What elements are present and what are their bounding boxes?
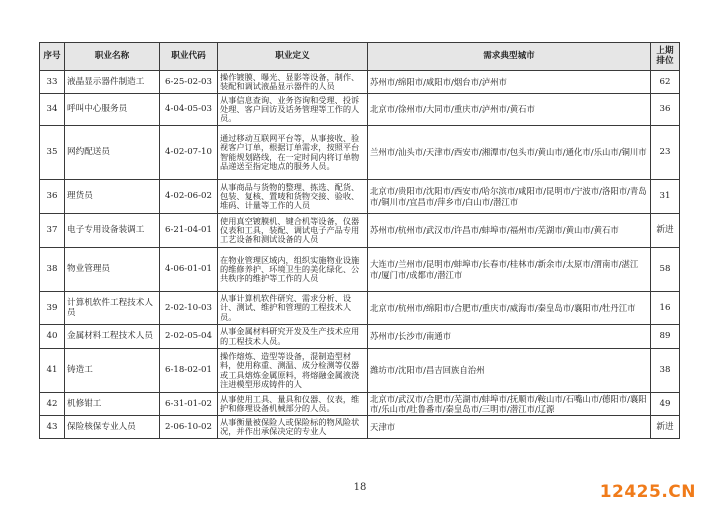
cell-definition: 从事衡量被保险人或保险标的物风险状况，并作出承保决定的专业人 [218, 416, 368, 439]
cell-name: 电子专用设备装调工 [65, 214, 160, 248]
cell-name: 物业管理员 [65, 248, 160, 292]
cell-cities: 北京市/贵阳市/沈阳市/西安市/哈尔滨市/咸阳市/昆明市/宁波市/洛阳市/青岛市/铜川市/宜昌市/萍乡市/白山市/潜江市 [368, 180, 651, 214]
cell-cities: 兰州市/汕头市/天津市/西安市/湘潭市/包头市/黄山市/通化市/乐山市/铜川市 [368, 126, 651, 180]
cell-cities: 苏州市/杭州市/武汉市/许昌市/蚌埠市/福州市/芜湖市/黄山市/黄石市 [368, 214, 651, 248]
cell-code: 2-06-10-02 [160, 416, 218, 439]
cell-name: 液晶显示器件制造工 [65, 71, 160, 94]
cell-name: 呼叫中心服务员 [65, 94, 160, 126]
cell-rank: 23 [651, 126, 680, 180]
table-row [40, 94, 680, 126]
cell-cities: 北京市/杭州市/绵阳市/合肥市/重庆市/威海市/秦皇岛市/襄阳市/牡丹江市 [368, 292, 651, 325]
cell-no: 43 [40, 416, 65, 439]
cell-cities: 北京市/徐州市/大同市/重庆市/泸州市/黄石市 [368, 94, 651, 126]
cell-rank: 36 [651, 94, 680, 126]
cell-definition: 从事使用工具、量具和仪器、仪表，维护和修理设备机械部分的人员。 [218, 393, 368, 416]
cell-code: 6-31-01-02 [160, 393, 218, 416]
cell-cities: 天津市 [368, 416, 651, 439]
cell-definition: 操作熔炼、造型等设备，混制造型材料，使用称重、测温、成分检测等仪器或工具熔炼金属原料，将熔融金属液浇注进模型形成铸件的人 [218, 349, 368, 393]
cell-rank: 16 [651, 292, 680, 325]
cell-no: 39 [40, 292, 65, 325]
table-row [40, 126, 680, 180]
cell-code: 6-18-02-01 [160, 349, 218, 393]
cell-code: 2-02-05-04 [160, 325, 218, 349]
cell-name: 保险核保专业人员 [65, 416, 160, 439]
cell-no: 33 [40, 71, 65, 94]
cell-no: 40 [40, 325, 65, 349]
table-row [40, 325, 680, 349]
cell-code: 2-02-10-03 [160, 292, 218, 325]
cell-name: 机修钳工 [65, 393, 160, 416]
cell-code: 4-06-01-01 [160, 248, 218, 292]
table-row [40, 349, 680, 393]
cell-no: 36 [40, 180, 65, 214]
cell-definition: 从事计算机软件研究、需求分析、设计、测试、维护和管理的工程技术人员。 [218, 292, 368, 325]
header-cities: 需求典型城市 [368, 43, 651, 71]
cell-definition: 在物业管理区域内，组织实施物业设施的维修养护、环境卫生的美化绿化、公共秩序的维护等工作的人员 [218, 248, 368, 292]
cell-rank: 31 [651, 180, 680, 214]
cell-cities: 大连市/兰州市/昆明市/蚌埠市/长春市/桂林市/新余市/太原市/渭南市/湛江市/厦门市/成都市/潜江市 [368, 248, 651, 292]
cell-rank: 58 [651, 248, 680, 292]
header-code: 职业代码 [160, 43, 218, 71]
cell-rank: 62 [651, 71, 680, 94]
cell-definition: 通过移动互联网平台等，从事接收、验视客户订单，根据订单需求，按照平台智能规划路线，在一定时间内将订单物品递送至指定地点的服务人员。 [218, 126, 368, 180]
cell-definition: 从事信息查询、业务咨询和受理、投诉处理、客户回访及话务管理等工作的人员。 [218, 94, 368, 126]
cell-cities: 北京市/武汉市/合肥市/芜湖市/蚌埠市/抚顺市/鞍山市/石嘴山市/德阳市/襄阳市/乐山市/吐鲁番市/秦皇岛市/三明市/潜江市/辽源 [368, 393, 651, 416]
cell-rank: 89 [651, 325, 680, 349]
cell-code: 4-04-05-03 [160, 94, 218, 126]
cell-no: 38 [40, 248, 65, 292]
cell-definition: 使用真空镀膜机、键合机等设备，仪器仪表和工具，装配、调试电子产品专用工艺设备和测试设备的人员 [218, 214, 368, 248]
cell-name: 金属材料工程技术人员 [65, 325, 160, 349]
page-number: 18 [353, 482, 367, 493]
table-row [40, 71, 680, 94]
cell-code: 4-02-07-10 [160, 126, 218, 180]
table-row [40, 292, 680, 325]
table-header-row [40, 43, 680, 71]
header-definition: 职业定义 [218, 43, 368, 71]
cell-no: 41 [40, 349, 65, 393]
cell-no: 42 [40, 393, 65, 416]
cell-definition: 从事商品与货物的整理、拣选、配货、包装、复核、置唛和货物交接、验收、堆码、计量等工作的人员 [218, 180, 368, 214]
cell-no: 35 [40, 126, 65, 180]
cell-name: 理货员 [65, 180, 160, 214]
cell-code: 6-25-02-03 [160, 71, 218, 94]
cell-name: 网约配送员 [65, 126, 160, 180]
cell-rank: 新进 [651, 214, 680, 248]
cell-code: 6-21-04-01 [160, 214, 218, 248]
cell-rank: 49 [651, 393, 680, 416]
cell-cities: 苏州市/长沙市/南通市 [368, 325, 651, 349]
cell-cities: 潍坊市/沈阳市/昌吉回族自治州 [368, 349, 651, 393]
table-row [40, 214, 680, 248]
table-row [40, 248, 680, 292]
table-row [40, 416, 680, 439]
cell-no: 34 [40, 94, 65, 126]
table-row [40, 180, 680, 214]
cell-name: 铸造工 [65, 349, 160, 393]
table-row [40, 393, 680, 416]
header-name: 职业名称 [65, 43, 160, 71]
site-watermark: 12425.CN [599, 482, 696, 502]
cell-cities: 苏州市/绵阳市/咸阳市/烟台市/泸州市 [368, 71, 651, 94]
cell-rank: 38 [651, 349, 680, 393]
cell-definition: 从事金属材料研究开发及生产技术应用的工程技术人员。 [218, 325, 368, 349]
header-no: 序号 [40, 43, 65, 71]
cell-definition: 操作镀膜、曝光、显影等设备，制作、装配和调试液晶显示器件的人员 [218, 71, 368, 94]
cell-rank: 新进 [651, 416, 680, 439]
cell-code: 4-02-06-02 [160, 180, 218, 214]
cell-no: 37 [40, 214, 65, 248]
cell-name: 计算机软件工程技术人员 [65, 292, 160, 325]
header-rank: 上期排位 [651, 43, 680, 71]
occupation-table [39, 42, 680, 439]
